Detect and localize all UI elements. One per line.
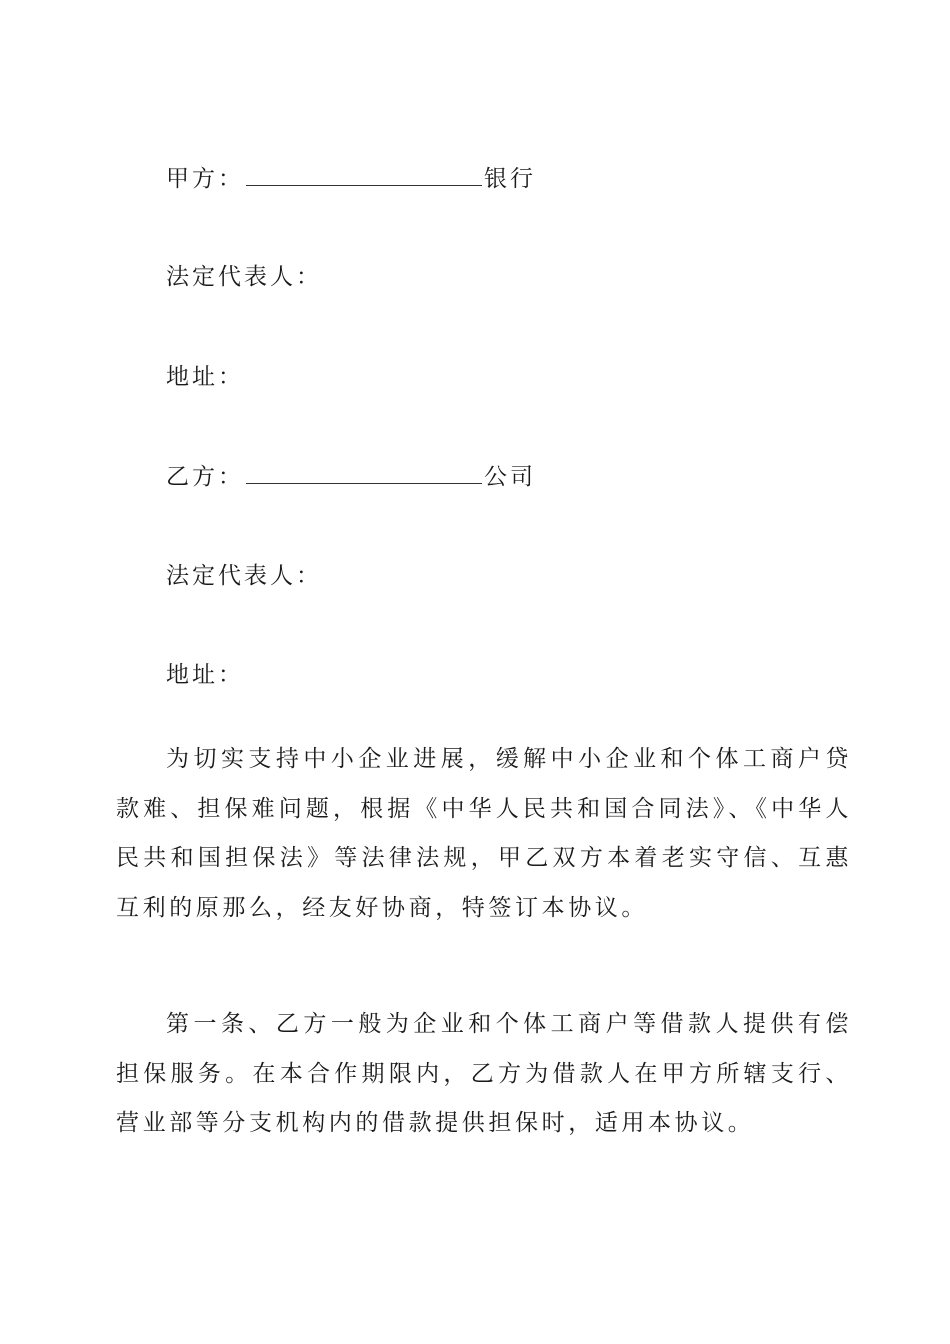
party-a-name-blank	[246, 163, 482, 186]
party-a-label: 甲方：	[166, 166, 244, 192]
party-a-address	[166, 362, 244, 392]
party-a-address-label: 地址：	[166, 364, 244, 390]
party-b-line	[166, 461, 536, 492]
party-b-rep-label: 法定代表人：	[166, 563, 322, 589]
party-a-representative	[166, 262, 322, 292]
party-b-suffix: 公司	[484, 464, 536, 490]
party-a-suffix: 银行	[484, 166, 536, 192]
party-a-line	[166, 163, 536, 194]
party-b-label: 乙方：	[166, 464, 244, 490]
article-1-paragraph: 第一条、乙方一般为企业和个体工商户等借款人提供有偿担保服务。在本合作期限内，乙方为借款人在甲方所辖支行、营业部等分支机构内的借款提供担保时，适用本协议。	[116, 1011, 852, 1136]
party-b-address	[166, 660, 244, 690]
party-b-name-blank	[246, 461, 482, 484]
preamble-paragraph: 为切实支持中小企业进展，缓解中小企业和个体工商户贷款难、担保难问题，根据《中华人民共和国合同法》、《中华人民共和国担保法》等法律法规，甲乙双方本着老实守信、互惠互利的原那么，经友好协商，特签订本协议。	[116, 746, 852, 921]
party-b-representative	[166, 561, 322, 591]
party-a-rep-label: 法定代表人：	[166, 264, 322, 290]
party-b-address-label: 地址：	[166, 662, 244, 688]
